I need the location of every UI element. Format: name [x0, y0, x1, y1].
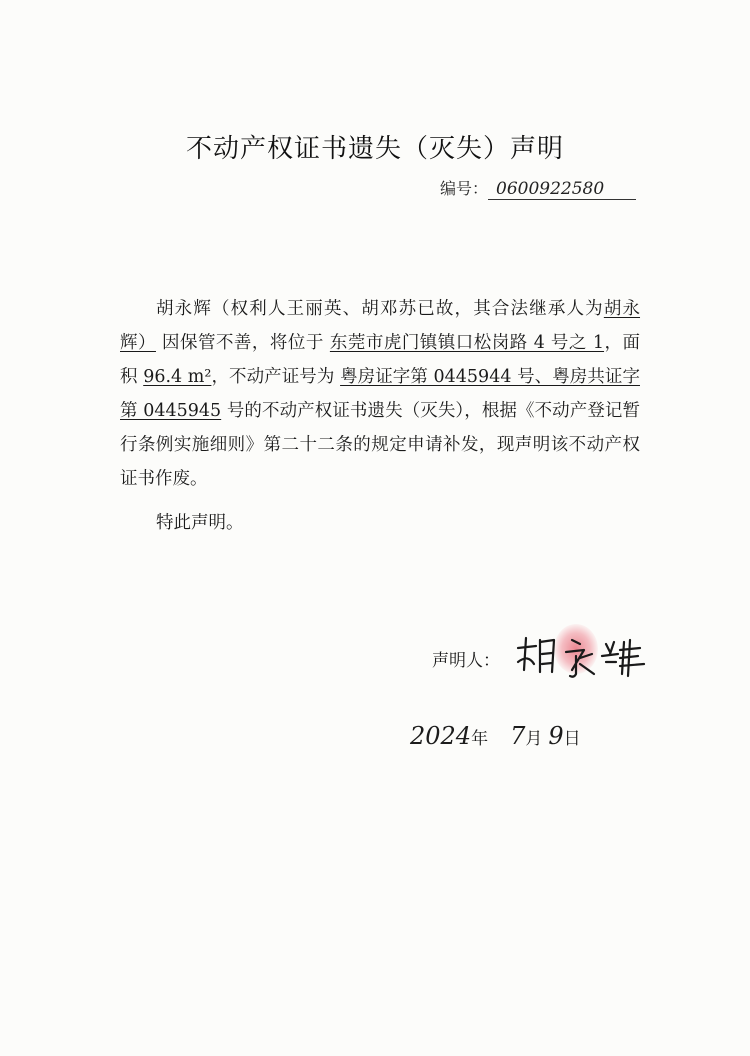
property-area: 96.4 m²: [143, 367, 212, 387]
text-segment: 胡永辉（权利人王丽英、胡邓苏已故，其合法继承人为: [156, 299, 604, 319]
date-day: 9: [548, 722, 564, 750]
handwritten-signature: [510, 618, 660, 688]
day-unit: 日: [563, 729, 581, 749]
serial-value-handwritten: 0600922580: [488, 179, 636, 200]
signature-block: [510, 618, 660, 688]
date-month: 7: [510, 722, 526, 750]
text-segment: 胡永辉）: [120, 299, 641, 353]
serial-number-row: [440, 176, 636, 200]
declaration-paragraph: [120, 292, 640, 496]
declarant-label: 声明人：: [432, 651, 500, 671]
month-unit: 月: [525, 729, 543, 749]
date-year: 2024: [410, 722, 472, 750]
text-segment: 因保管不善，将位于: [155, 333, 330, 353]
signing-date: [410, 722, 581, 750]
certificate-numbers: 粤房证字第 0445944 号、粤房共证字第 0445945: [120, 367, 640, 421]
text-segment: ，面积: [120, 333, 641, 387]
document-title: 不动产权证书遗失（灭失）声明: [185, 134, 564, 164]
year-unit: 年: [471, 729, 489, 749]
property-address: 东莞市虎门镇镇口松岗路 4 号之 1: [329, 333, 605, 353]
closing-statement: 特此声明。: [156, 513, 244, 533]
text-segment: ，不动产证号为: [211, 367, 341, 387]
declaration-body: [120, 292, 640, 540]
text-segment: 号的不动产权证书遗失（灭失），根据《不动产登记暂行条例实施细则》第二十二条的规定申请补发，现声明该不动产权证书作废。: [120, 401, 640, 489]
serial-label: 编号：: [440, 179, 489, 198]
